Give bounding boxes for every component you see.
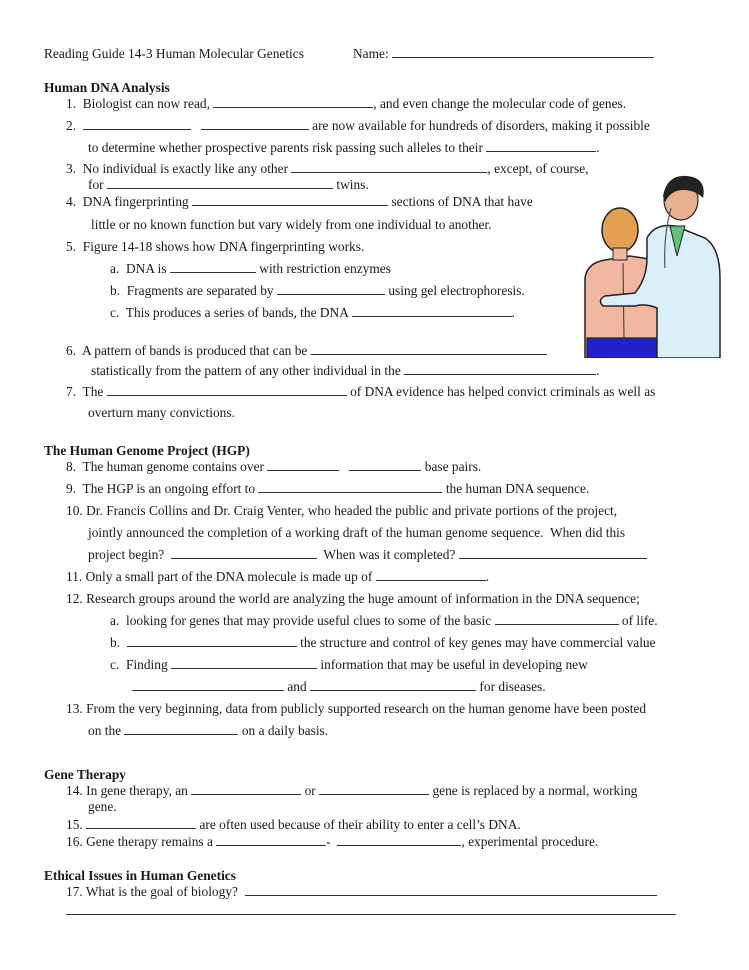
answer-blank[interactable] <box>170 261 256 273</box>
section-heading-dna-analysis: Human DNA Analysis <box>44 80 170 95</box>
q-num: 10. <box>66 503 83 518</box>
answer-blank[interactable] <box>376 569 486 581</box>
section-heading-gene-therapy: Gene Therapy <box>44 767 126 782</box>
question-8: 8. The human genome contains over base pairs. <box>66 459 482 474</box>
question-6-cont: statistically from the pattern of any other individual in the . <box>91 363 600 378</box>
q-num: 11. <box>66 569 83 584</box>
question-7-cont: overturn many convictions. <box>88 405 235 420</box>
doctor-patient-illustration <box>575 168 725 358</box>
completion-date-blank[interactable] <box>459 547 647 559</box>
q-num: 4. <box>66 194 77 209</box>
name-blank[interactable] <box>392 46 654 58</box>
answer-blank[interactable] <box>267 459 339 471</box>
q-num: 1. <box>66 96 77 111</box>
start-date-blank[interactable] <box>171 547 317 559</box>
answer-blank[interactable] <box>352 305 512 317</box>
answer-blank[interactable] <box>171 657 317 669</box>
question-9: 9. The HGP is an ongoing effort to the human DNA sequence. <box>66 481 590 496</box>
answer-blank[interactable] <box>201 118 309 130</box>
question-16: 16. Gene therapy remains a - , experimental procedure. <box>66 834 599 849</box>
name-field[interactable] <box>353 46 654 62</box>
answer-blank[interactable] <box>277 283 385 295</box>
answer-blank[interactable] <box>107 177 333 189</box>
question-3: 3. No individual is exactly like any other , except, of course, <box>66 161 589 176</box>
answer-blank[interactable] <box>132 679 284 691</box>
answer-blank[interactable] <box>124 723 238 735</box>
q-num: 16. <box>66 834 83 849</box>
q-num: 17. <box>66 884 83 899</box>
question-14: 14. In gene therapy, an or gene is replaced by a normal, working <box>66 783 638 798</box>
q-num: 9. <box>66 481 77 496</box>
question-10-dates: project begin? When was it completed? <box>88 547 647 563</box>
q-num: 3. <box>66 161 77 176</box>
q-num: 7. <box>66 384 77 399</box>
question-15: 15. are often used because of their ability to enter a cell’s DNA. <box>66 817 521 832</box>
title-text: Reading Guide 14-3 Human Molecular Genetics <box>44 46 304 61</box>
answer-blank[interactable] <box>86 817 196 829</box>
answer-blank[interactable] <box>107 384 347 396</box>
answer-blank[interactable] <box>349 459 421 471</box>
question-5: 5. Figure 14-18 shows how DNA fingerprinting works. <box>66 239 365 254</box>
answer-blank[interactable] <box>258 481 442 493</box>
q-num: 2. <box>66 118 77 133</box>
answer-blank[interactable] <box>245 884 657 896</box>
question-17: 17. What is the goal of biology? <box>66 884 657 900</box>
question-12c: c. Finding information that may be useful in developing new <box>110 657 588 672</box>
question-4-cont: little or no known function but vary widely from one individual to another. <box>91 217 492 232</box>
q-num: 5. <box>66 239 77 254</box>
question-12c-cont: and for diseases. <box>132 679 546 695</box>
answer-line-17b[interactable] <box>66 914 676 915</box>
answer-blank[interactable] <box>311 343 547 355</box>
question-12: 12. Research groups around the world are analyzing the huge amount of information in the DNA sequence; <box>66 591 640 606</box>
question-3-cont: for twins. <box>88 177 369 192</box>
question-13: 13. From the very beginning, data from publicly supported research on the human genome have been posted <box>66 701 647 716</box>
question-14-cont: gene. <box>88 799 117 814</box>
section-heading-hgp: The Human Genome Project (HGP) <box>44 443 250 458</box>
q-num: 12. <box>66 591 83 606</box>
answer-blank[interactable] <box>83 118 191 130</box>
question-13-cont: on the on a daily basis. <box>88 723 329 738</box>
answer-blank[interactable] <box>404 363 596 375</box>
question-5c: c. This produces a series of bands, the DNA . <box>110 305 515 320</box>
question-10: 10. Dr. Francis Collins and Dr. Craig Venter, who headed the public and private portions of the project, <box>66 503 618 518</box>
answer-blank[interactable] <box>191 783 301 795</box>
name-label: Name: <box>353 46 389 61</box>
worksheet-title <box>44 46 304 62</box>
question-12b: b. the structure and control of key genes may have commercial value <box>110 635 656 650</box>
answer-blank[interactable] <box>291 161 487 173</box>
q-num: 6. <box>66 343 77 358</box>
answer-blank[interactable] <box>127 635 297 647</box>
answer-blank[interactable] <box>319 783 429 795</box>
question-6: 6. A pattern of bands is produced that can be <box>66 343 547 359</box>
section-heading-ethical-issues: Ethical Issues in Human Genetics <box>44 868 236 883</box>
q-num: 13. <box>66 701 83 716</box>
question-7: 7. The of DNA evidence has helped convict criminals as well as <box>66 384 656 399</box>
answer-blank[interactable] <box>310 679 476 691</box>
question-2: 2. are now available for hundreds of disorders, making it possible <box>66 118 650 133</box>
q-num: 15. <box>66 817 83 832</box>
question-4: 4. DNA fingerprinting sections of DNA that have <box>66 194 533 209</box>
question-5b: b. Fragments are separated by using gel electrophoresis. <box>110 283 525 298</box>
question-5a: a. DNA is with restriction enzymes <box>110 261 391 276</box>
answer-blank[interactable] <box>337 834 461 846</box>
question-12a: a. looking for genes that may provide useful clues to some of the basic of life. <box>110 613 658 628</box>
question-10-cont: jointly announced the completion of a working draft of the human genome sequence. When did this <box>88 525 626 540</box>
answer-blank[interactable] <box>495 613 619 625</box>
answer-blank[interactable] <box>192 194 388 206</box>
q-num: 14. <box>66 783 83 798</box>
answer-blank[interactable] <box>216 834 326 846</box>
q-num: 8. <box>66 459 77 474</box>
question-1: 1. Biologist can now read, , and even change the molecular code of genes. <box>66 96 627 111</box>
question-2-cont: to determine whether prospective parents risk passing such alleles to their . <box>88 140 600 155</box>
question-11: 11. Only a small part of the DNA molecule is made up of . <box>66 569 490 584</box>
answer-blank[interactable] <box>213 96 373 108</box>
answer-blank[interactable] <box>486 140 596 152</box>
